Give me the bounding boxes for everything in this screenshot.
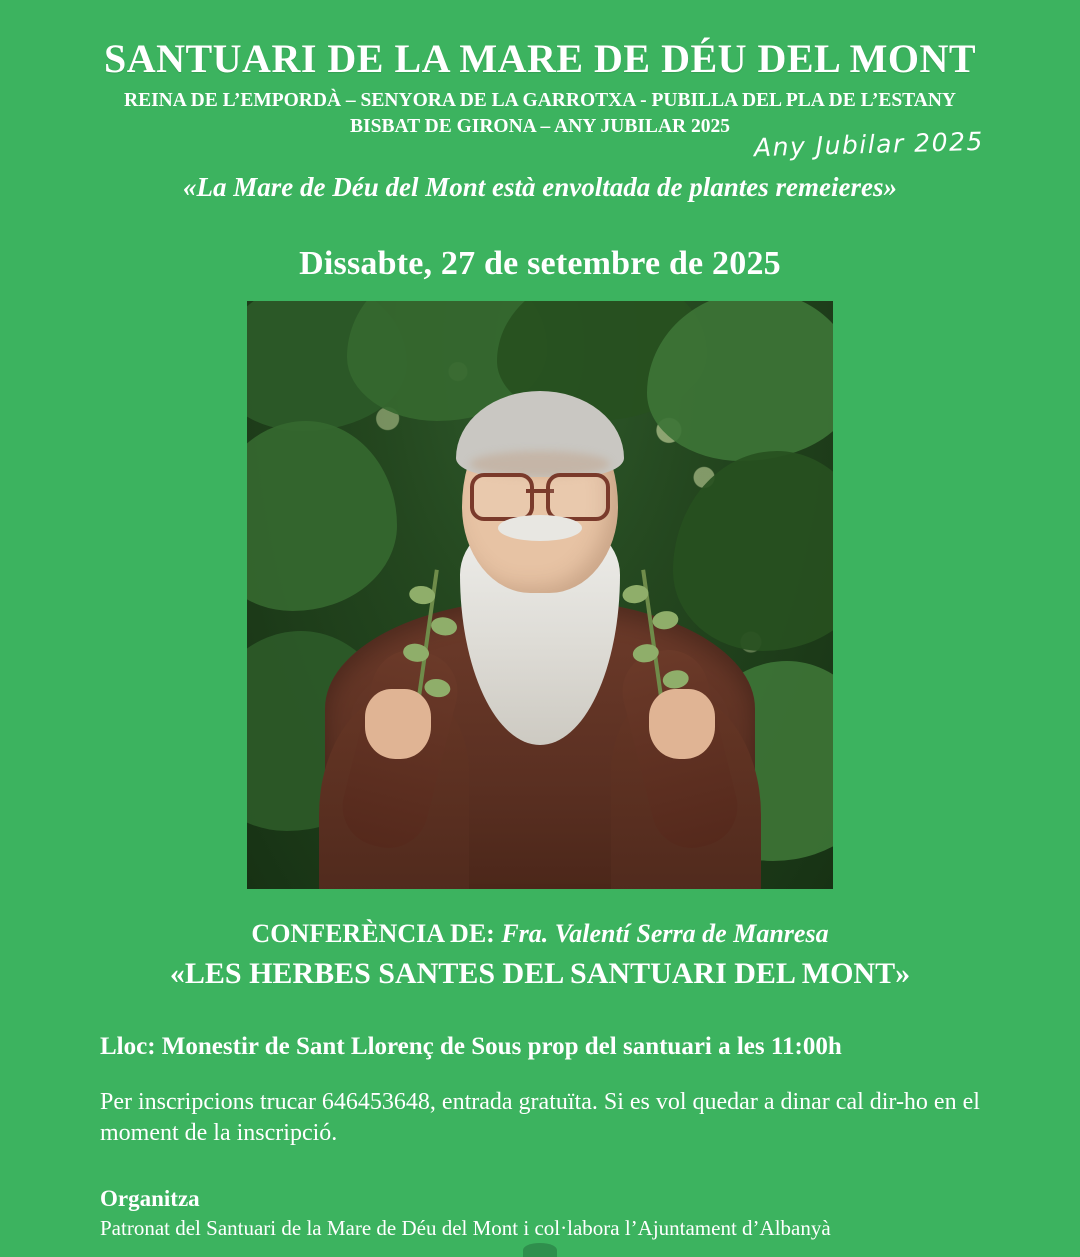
photo-background-foliage: [247, 301, 833, 889]
header-subtitle-regions: REINA DE L’EMPORDÀ – SENYORA DE LA GARROTXA - PUBILLA DEL PLA DE L’ESTANY: [124, 90, 956, 111]
conference-speaker: Fra. Valentí Serra de Manresa: [501, 918, 829, 948]
organizer-text: Patronat del Santuari de la Mare de Déu del Mont i col·labora l’Ajuntament d’Albanyà: [100, 1216, 831, 1241]
foliage-blob: [647, 301, 833, 461]
friar-photo: [247, 301, 833, 889]
conference-title: «LES HERBES SANTES DEL SANTUARI DEL MONT»: [169, 956, 911, 990]
organizer-heading: Organitza: [100, 1186, 200, 1212]
registration-info: Per inscripcions trucar 646453648, entrada gratuïta. Si es vol quedar a dinar cal dir-ho en el moment de la inscripció.: [100, 1088, 980, 1147]
conference-label: CONFERÈNCIA DE:: [251, 918, 495, 948]
friar-hand-right: [649, 689, 715, 759]
event-place: Lloc: Monestir de Sant Llorenç de Sous prop del santuari a les 11:00h: [100, 1032, 842, 1060]
friar-mustache: [498, 515, 582, 541]
foliage-blob: [673, 451, 833, 651]
header-subtitle-diocese: BISBAT DE GIRONA – ANY JUBILAR 2025: [350, 116, 730, 138]
bottom-decoration: [523, 1243, 557, 1257]
event-date: Dissabte, 27 de setembre de 2025: [299, 244, 781, 282]
poster-header: [0, 0, 1080, 140]
glasses-icon: [470, 473, 610, 513]
foliage-blob: [247, 421, 397, 611]
jubilee-year-stamp: Any Jubilar 2025: [753, 126, 985, 163]
friar-hand-left: [365, 689, 431, 759]
page-title: SANTUARI DE LA MARE DE DÉU DEL MONT: [103, 36, 977, 81]
conference-line: [0, 919, 1080, 949]
poster-quote: «La Mare de Déu del Mont està envoltada de plantes remeieres»: [183, 171, 897, 202]
